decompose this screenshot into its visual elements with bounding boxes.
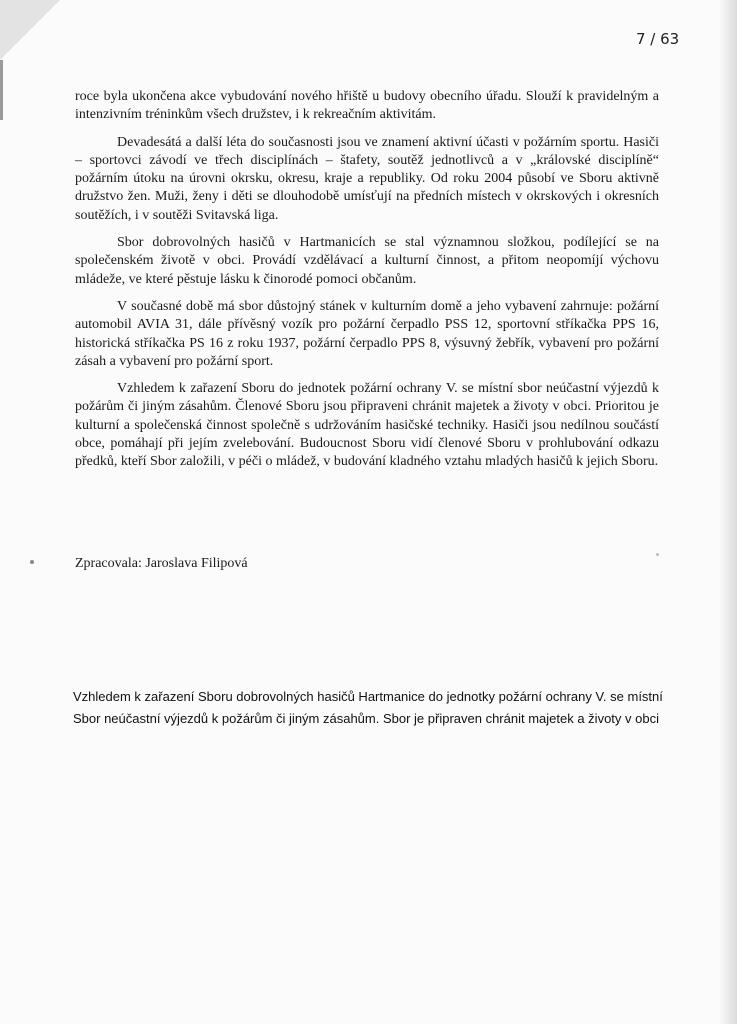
paragraph-2: Devadesátá a další léta do současnosti jsou ve znamení aktivní účasti v požárním sportu. Hasiči – sportovci závodí ve třech disciplínách – štafety, soutěž jednotlivců a v „královské disciplíně“ požárním útoku na úrovni okrsku, okresu, kraje a republiky. Od roku 2004 působí ve Sboru aktivně družstvo žen. Muži, ženy i děti se dlouhodobě umísťují na předních místech v okrskových i okresních soutěžích, i v soutěži Svitavská liga. [75,134,659,223]
paragraph-4: V současné době má sbor důstojný stánek v kulturním domě a jeho vybavení zahrnuje: požární automobil AVIA 31, dále přívěsný vozík pro požární čerpadlo PSS 12, sportovní stříkačka PPS 16, historická stříkačka PS 16 z roku 1937, požární čerpadlo PPS 8, výsuvný žebřík, vybavení pro požární zásah a vybavení pro požární sport. [75,298,659,369]
paragraph-1: roce byla ukončena akce vybudování nového hřiště u budovy obecního úřadu. Slouží k pravidelným a intenzivním tréninkům všech družstev, i k rekreačním aktivitám. [75,89,659,123]
paragraph-3: Sbor dobrovolných hasičů v Hartmanicích se stal významnou složkou, podílející se na společenském životě v obci. Provádí vzdělávací a kulturní činnost, a přitom neopomíjí výchovu mládeže, ve které pěstuje lásku k činorodé pomoci občanům. [75,235,659,287]
folded-corner-shadow [0,0,60,60]
author-line: Zpracovala: Jaroslava Filipová [75,556,248,571]
paragraph-5: Vzhledem k zařazení Sboru do jednotek požární ochrany V. se místní sbor neúčastní výjezdů k požárům či jiným zásahům. Členové Sboru jsou připraveni chránit majetek a životy v obci. Prioritou je kulturní a společenská činnost společně s udržováním hasičské techniky. Hasiči jsou nedílnou součástí obce, pomáhají při jejím zvelebování. Budoucnost Sboru vidí členové Sboru v prohlubování odkazu předků, kteří Sbor založili, v péči o mládež, v budování kladného vztahu mladých hasičů k jejich Sboru. [75,381,659,470]
page-number: 7 / 63 [636,30,680,48]
scan-speck [30,560,34,564]
note-paragraph: Vzhledem k zařazení Sboru dobrovolných hasičů Hartmanice do jednotky požární ochrany V. se místní Sbor neúčastní výjezdů k požárům či jiným zásahům. Sbor je připraven chránit majetek a životy v obci [73,689,663,726]
scan-edge-mark [0,60,3,120]
body-text [75,88,659,481]
scan-right-edge [719,0,737,1024]
scan-speck [656,553,659,556]
